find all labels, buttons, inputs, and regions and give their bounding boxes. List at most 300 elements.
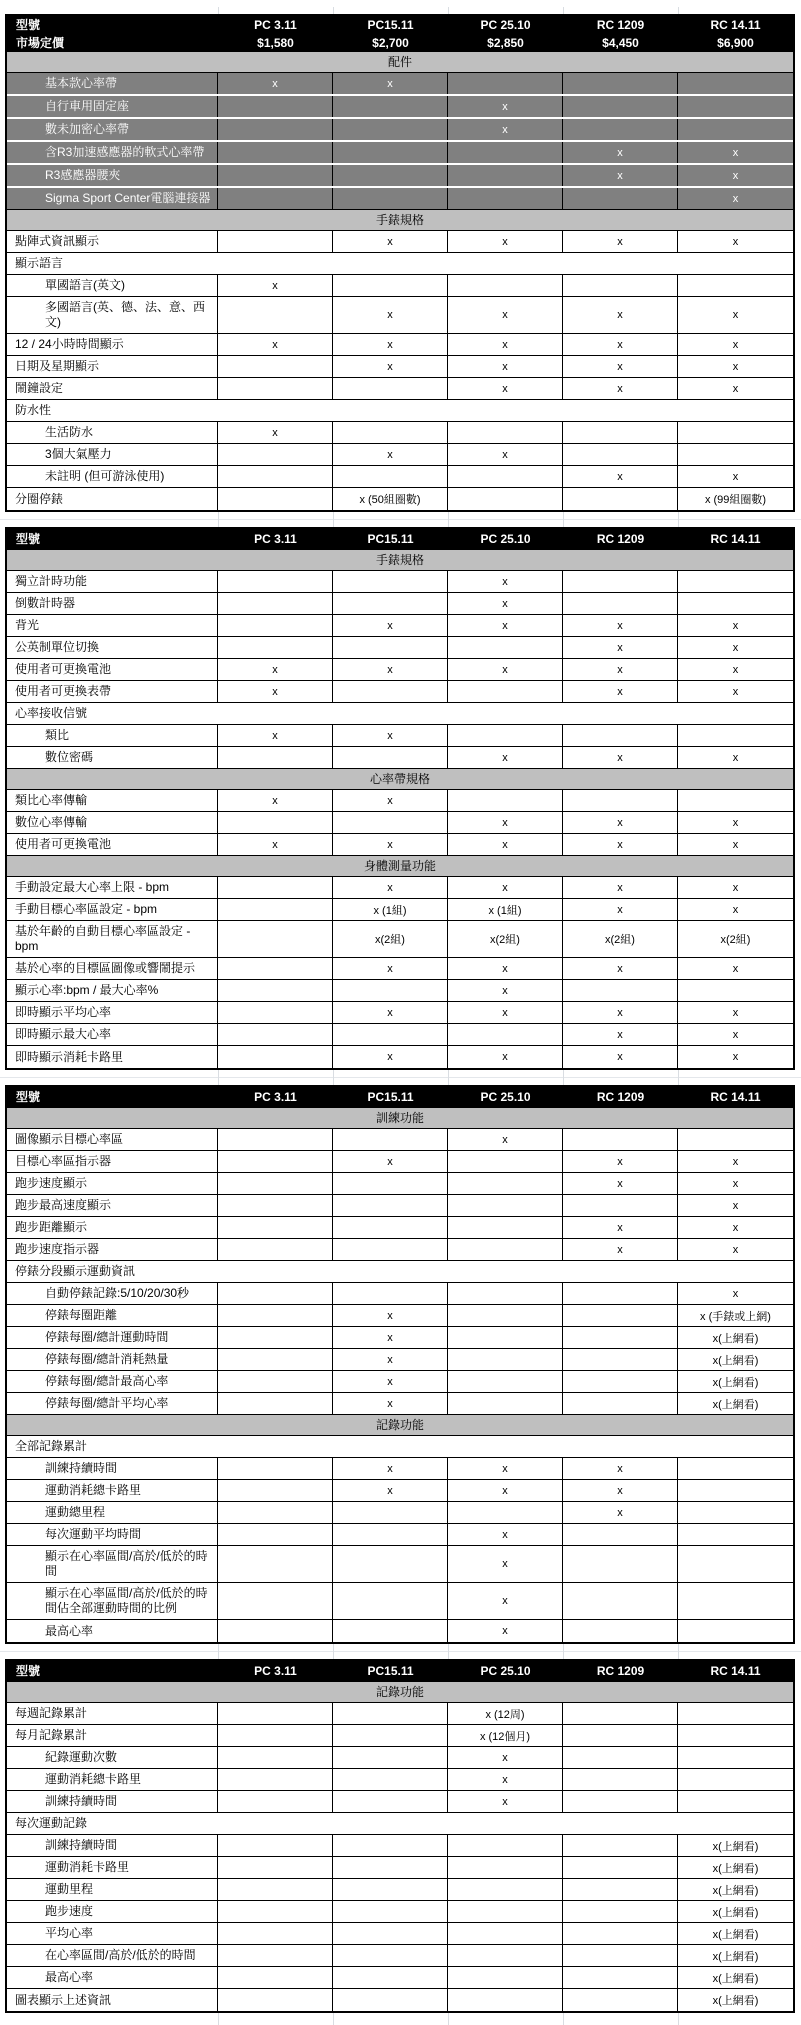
feature-row	[7, 96, 793, 119]
gridline-horizontal	[0, 519, 801, 520]
comparison-tables	[5, 14, 801, 2013]
feature-empty-cell	[563, 1195, 678, 1216]
feature-empty-cell	[218, 1327, 333, 1348]
model-price: $2,700	[372, 36, 409, 50]
feature-mark-cell: x(上網看)	[712, 1906, 759, 1919]
feature-empty-cell	[563, 1989, 678, 2011]
feature-mark-cell: x (1組)	[333, 899, 448, 920]
feature-row	[7, 1901, 793, 1923]
feature-empty-cell	[448, 790, 563, 811]
table-gap	[5, 1644, 791, 1659]
model-name: PC15.11	[367, 1664, 414, 1678]
feature-mark-cell: x	[732, 1177, 739, 1190]
section-header: 手錶規格	[7, 550, 793, 571]
feature-empty-cell	[333, 1173, 448, 1194]
feature-empty-cell	[333, 96, 448, 117]
feature-label: 跑步速度指示器	[7, 1239, 218, 1260]
feature-mark-cell: x(上網看)	[712, 1995, 759, 2007]
feature-empty-cell	[563, 1349, 678, 1370]
gridline-tick	[333, 7, 334, 14]
feature-row	[7, 1945, 793, 1967]
gridline-tick	[448, 512, 449, 527]
models-header-row	[7, 1661, 793, 1682]
feature-label: 圖像顯示目標心率區	[7, 1129, 218, 1150]
feature-empty-cell	[563, 1327, 678, 1348]
feature-mark-cell: x	[448, 1583, 563, 1619]
feature-empty-cell	[218, 1217, 333, 1238]
feature-mark-cell: x (1組)	[448, 899, 563, 920]
feature-empty-cell	[218, 1835, 333, 1856]
feature-empty-cell	[678, 119, 793, 140]
comparison-table-1	[5, 14, 795, 512]
feature-empty-cell	[218, 142, 333, 163]
feature-label: 運動總里程	[7, 1502, 218, 1523]
feature-empty-cell	[563, 725, 678, 746]
feature-empty-cell	[678, 1583, 793, 1619]
feature-mark-cell: x	[563, 659, 678, 680]
feature-empty-cell	[448, 1217, 563, 1238]
feature-empty-cell	[333, 1620, 448, 1642]
feature-mark-cell: x	[563, 297, 678, 333]
feature-empty-cell	[218, 1480, 333, 1501]
prices-header-row	[7, 34, 793, 52]
gridline-tick	[678, 1644, 679, 1659]
feature-empty-cell	[678, 1458, 793, 1479]
feature-mark-cell: x	[448, 593, 563, 614]
feature-mark-cell: x	[563, 1151, 678, 1172]
model-name: PC15.11	[367, 18, 414, 32]
feature-mark-cell: x	[732, 1006, 739, 1019]
feature-mark-cell: x	[448, 1002, 563, 1023]
feature-row	[7, 297, 793, 334]
model-name: PC 25.10	[480, 1664, 531, 1678]
feature-mark-cell: x	[448, 834, 563, 855]
feature-empty-cell	[218, 1458, 333, 1479]
feature-empty-cell	[448, 1393, 563, 1414]
feature-row	[7, 1283, 793, 1305]
feature-label: 自行車用固定座	[7, 96, 218, 117]
feature-row	[7, 921, 793, 958]
model-name: PC 25.10	[480, 1090, 531, 1104]
feature-empty-cell	[218, 877, 333, 898]
feature-empty-cell	[678, 593, 793, 614]
feature-label: 使用者可更換表帶	[7, 681, 218, 702]
model-name: PC 25.10	[480, 532, 531, 546]
feature-mark-cell: x	[732, 619, 739, 632]
feature-empty-cell	[448, 275, 563, 296]
feature-mark-cell: x	[732, 1051, 739, 1063]
feature-row	[7, 1458, 793, 1480]
gridline-tick	[333, 512, 334, 527]
feature-empty-cell	[218, 1393, 333, 1414]
feature-mark-cell: x	[448, 334, 563, 355]
feature-mark-cell: x	[448, 1458, 563, 1479]
feature-empty-cell	[448, 1967, 563, 1988]
section-header: 心率帶規格	[7, 769, 793, 790]
feature-mark-cell: x	[732, 382, 739, 395]
feature-empty-cell	[563, 1857, 678, 1878]
feature-empty-cell	[563, 593, 678, 614]
feature-empty-cell	[218, 899, 333, 920]
feature-empty-cell	[218, 488, 333, 510]
feature-empty-cell	[678, 980, 793, 1001]
feature-empty-cell	[448, 1327, 563, 1348]
feature-mark-cell: x	[732, 881, 739, 894]
feature-mark-cell: x	[563, 1173, 678, 1194]
section-header: 配件	[7, 52, 793, 73]
feature-label: 運動消耗卡路里	[7, 1857, 218, 1878]
gridline-tick	[448, 2013, 449, 2025]
feature-empty-cell	[218, 1195, 333, 1216]
feature-row	[7, 275, 793, 297]
feature-row	[7, 834, 793, 856]
feature-empty-cell	[563, 1703, 678, 1724]
feature-mark-cell: x	[563, 1458, 678, 1479]
feature-empty-cell	[218, 593, 333, 614]
feature-mark-cell: x	[732, 360, 739, 373]
feature-empty-cell	[218, 96, 333, 117]
feature-row	[7, 899, 793, 921]
feature-empty-cell	[448, 1901, 563, 1922]
feature-mark-cell: x	[732, 1155, 739, 1168]
feature-mark-cell: x	[732, 1243, 739, 1256]
feature-row	[7, 1217, 793, 1239]
gridline-tick	[678, 1070, 679, 1085]
model-column-label: 型號	[16, 1664, 41, 1678]
feature-empty-cell	[333, 980, 448, 1001]
feature-mark-cell: x(上網看)	[712, 1884, 759, 1897]
feature-label: 3個大氣壓力	[7, 444, 218, 465]
feature-label: 每月記錄累計	[7, 1725, 218, 1746]
model-name: RC 14.11	[710, 532, 761, 546]
feature-empty-cell	[218, 188, 333, 209]
feature-mark-cell: x	[333, 1151, 448, 1172]
feature-label: 即時顯示消耗卡路里	[7, 1046, 218, 1068]
feature-label: 基於年齡的自動目標心率區設定 - bpm	[7, 921, 218, 957]
feature-label: 單國語言(英文)	[7, 275, 218, 296]
feature-row	[7, 1546, 793, 1583]
feature-mark-cell: x	[333, 834, 448, 855]
feature-empty-cell	[218, 1901, 333, 1922]
feature-mark-cell: x	[732, 192, 739, 205]
feature-mark-cell: x	[563, 812, 678, 833]
feature-empty-cell	[333, 571, 448, 592]
model-name: RC 1209	[596, 532, 645, 546]
feature-label: 平均心率	[7, 1923, 218, 1944]
feature-mark-cell: x (12個月)	[448, 1725, 563, 1746]
feature-empty-cell	[563, 96, 678, 117]
feature-mark-cell: x	[563, 1239, 678, 1260]
feature-empty-cell	[218, 165, 333, 186]
models-header-row	[7, 529, 793, 550]
feature-row	[7, 1024, 793, 1046]
feature-mark-cell: x	[448, 378, 563, 399]
feature-row	[7, 571, 793, 593]
feature-empty-cell	[218, 1703, 333, 1724]
feature-label: 基於心率的目標區圖像或響鬧提示	[7, 958, 218, 979]
feature-label: 訓練持續時間	[7, 1791, 218, 1812]
feature-empty-cell	[563, 1923, 678, 1944]
feature-mark-cell: x	[218, 73, 333, 94]
model-name: PC 3.11	[254, 18, 297, 32]
model-name: PC15.11	[367, 532, 414, 546]
feature-row	[7, 1620, 793, 1642]
feature-mark-cell: x	[448, 444, 563, 465]
model-name: PC 3.11	[254, 1664, 297, 1678]
feature-empty-cell	[218, 378, 333, 399]
feature-empty-cell	[563, 188, 678, 209]
feature-empty-cell	[333, 466, 448, 487]
feature-empty-cell	[218, 1524, 333, 1545]
feature-row	[7, 980, 793, 1002]
feature-empty-cell	[448, 1239, 563, 1260]
feature-row	[7, 593, 793, 615]
feature-row	[7, 1371, 793, 1393]
feature-mark-cell: x	[732, 641, 739, 654]
feature-mark-cell: x	[448, 1524, 563, 1545]
gridline-tick	[333, 1644, 334, 1659]
feature-label: 即時顯示平均心率	[7, 1002, 218, 1023]
feature-empty-cell	[218, 119, 333, 140]
feature-empty-cell	[333, 1901, 448, 1922]
feature-row	[7, 1349, 793, 1371]
feature-mark-cell: x	[333, 231, 448, 252]
comparison-table-2	[5, 527, 795, 1070]
feature-mark-cell: x	[732, 338, 739, 351]
feature-mark-cell: x	[333, 73, 448, 94]
feature-label: R3感應器腰夾	[7, 165, 218, 186]
feature-row	[7, 637, 793, 659]
feature-mark-cell: x (99組圈數)	[704, 494, 767, 506]
feature-mark-cell: x	[448, 231, 563, 252]
feature-empty-cell	[563, 1283, 678, 1304]
feature-empty-cell	[333, 747, 448, 768]
feature-empty-cell	[448, 1502, 563, 1523]
model-column-label: 型號	[16, 18, 41, 32]
feature-mark-cell: x	[732, 838, 739, 851]
feature-mark-cell: x	[333, 1458, 448, 1479]
feature-empty-cell	[678, 571, 793, 592]
feature-row	[7, 790, 793, 812]
feature-mark-cell: x	[563, 637, 678, 658]
feature-empty-cell	[563, 1620, 678, 1642]
feature-empty-cell	[448, 1857, 563, 1878]
feature-label: 每次運動平均時間	[7, 1524, 218, 1545]
feature-empty-cell	[563, 980, 678, 1001]
feature-mark-cell: x	[333, 1393, 448, 1414]
feature-mark-cell: x	[333, 356, 448, 377]
feature-mark-cell: x	[333, 1305, 448, 1326]
feature-empty-cell	[333, 1747, 448, 1768]
feature-empty-cell	[448, 1879, 563, 1900]
feature-empty-cell	[218, 1371, 333, 1392]
comparison-table-3	[5, 1085, 795, 1644]
gridline-tick	[678, 512, 679, 527]
feature-empty-cell	[448, 1835, 563, 1856]
feature-label: 運動消耗總卡路里	[7, 1480, 218, 1501]
feature-empty-cell	[218, 812, 333, 833]
feature-label: 類比心率傳輸	[7, 790, 218, 811]
feature-empty-cell	[218, 1989, 333, 2011]
section-header: 手錶規格	[7, 210, 793, 231]
feature-empty-cell	[563, 422, 678, 443]
gridline-horizontal	[0, 1651, 801, 1652]
feature-empty-cell	[218, 1046, 333, 1068]
feature-mark-cell: x	[333, 1349, 448, 1370]
feature-empty-cell	[218, 571, 333, 592]
feature-empty-cell	[563, 790, 678, 811]
feature-mark-cell: x	[333, 1327, 448, 1348]
feature-label: 跑步距離顯示	[7, 1217, 218, 1238]
feature-label: 停錶每圈距離	[7, 1305, 218, 1326]
feature-empty-cell	[448, 681, 563, 702]
feature-empty-cell	[218, 466, 333, 487]
feature-mark-cell: x	[333, 1480, 448, 1501]
feature-empty-cell	[218, 1791, 333, 1812]
feature-empty-cell	[218, 1305, 333, 1326]
feature-mark-cell: x	[448, 980, 563, 1001]
feature-group-label: 心率接收信號	[7, 703, 793, 725]
feature-label: 使用者可更換電池	[7, 834, 218, 855]
feature-empty-cell	[218, 1349, 333, 1370]
model-name: PC 3.11	[254, 1090, 297, 1104]
model-price: $1,580	[257, 36, 294, 50]
feature-empty-cell	[218, 1967, 333, 1988]
feature-label: 數位心率傳輸	[7, 812, 218, 833]
gridline-horizontal	[0, 1077, 801, 1078]
feature-mark-cell: x	[218, 422, 333, 443]
feature-row	[7, 466, 793, 488]
feature-mark-cell: x	[218, 681, 333, 702]
feature-empty-cell	[218, 958, 333, 979]
feature-mark-cell: x	[448, 1620, 563, 1642]
feature-row	[7, 488, 793, 510]
feature-mark-cell: x	[563, 1502, 678, 1523]
gridline-tick	[218, 7, 219, 14]
feature-label: 背光	[7, 615, 218, 636]
feature-row	[7, 615, 793, 637]
feature-mark-cell: x	[448, 877, 563, 898]
model-price: $6,900	[717, 36, 754, 50]
feature-row	[7, 1195, 793, 1217]
feature-empty-cell	[678, 1791, 793, 1812]
feature-empty-cell	[678, 444, 793, 465]
feature-empty-cell	[218, 1151, 333, 1172]
feature-row	[7, 1989, 793, 2011]
feature-row	[7, 1703, 793, 1725]
feature-label: 停錶每圈/總計平均心率	[7, 1393, 218, 1414]
feature-row	[7, 1173, 793, 1195]
feature-empty-cell	[448, 488, 563, 510]
feature-mark-cell: x	[448, 1480, 563, 1501]
feature-mark-cell: x	[732, 685, 739, 698]
model-column-label: 型號	[16, 532, 41, 546]
feature-mark-cell: x	[563, 1024, 678, 1045]
feature-label: 12 / 24小時時間顯示	[7, 334, 218, 355]
feature-row	[7, 142, 793, 165]
feature-empty-cell	[678, 1546, 793, 1582]
feature-label: 公英制單位切換	[7, 637, 218, 658]
feature-empty-cell	[448, 1923, 563, 1944]
feature-mark-cell: x	[732, 235, 739, 248]
model-name: PC 25.10	[480, 18, 531, 32]
feature-empty-cell	[333, 1945, 448, 1966]
feature-mark-cell: x	[333, 1046, 448, 1068]
section-header: 記錄功能	[7, 1682, 793, 1703]
section-header: 身體測量功能	[7, 856, 793, 877]
feature-empty-cell	[448, 188, 563, 209]
feature-mark-cell: x	[563, 877, 678, 898]
top-margin	[5, 7, 791, 14]
feature-label: 每週記錄累計	[7, 1703, 218, 1724]
feature-empty-cell	[218, 1769, 333, 1790]
feature-empty-cell	[333, 1923, 448, 1944]
feature-mark-cell: x	[732, 309, 739, 321]
feature-empty-cell	[333, 1857, 448, 1878]
feature-empty-cell	[333, 275, 448, 296]
feature-empty-cell	[333, 1703, 448, 1724]
feature-mark-cell: x	[563, 1046, 678, 1068]
gridline-tick	[678, 7, 679, 14]
feature-mark-cell: x	[448, 1546, 563, 1582]
feature-row	[7, 1129, 793, 1151]
feature-mark-cell: x	[563, 1217, 678, 1238]
feature-label: 分圈停錶	[7, 488, 218, 510]
section-header: 記錄功能	[7, 1415, 793, 1436]
feature-empty-cell	[218, 231, 333, 252]
feature-row	[7, 958, 793, 980]
feature-row	[7, 1747, 793, 1769]
feature-label: 多國語言(英、德、法、意、西文)	[7, 297, 218, 333]
feature-empty-cell	[333, 1769, 448, 1790]
feature-empty-cell	[448, 725, 563, 746]
feature-empty-cell	[218, 1945, 333, 1966]
feature-mark-cell: x(上網看)	[712, 1928, 759, 1941]
feature-empty-cell	[678, 725, 793, 746]
feature-mark-cell: x	[333, 659, 448, 680]
feature-empty-cell	[563, 1747, 678, 1768]
feature-empty-cell	[333, 812, 448, 833]
feature-empty-cell	[678, 422, 793, 443]
feature-empty-cell	[678, 790, 793, 811]
feature-group-label: 每次運動記錄	[7, 1813, 793, 1835]
feature-mark-cell: x(2組)	[720, 934, 751, 946]
feature-row	[7, 1769, 793, 1791]
feature-mark-cell: x (50組圈數)	[333, 488, 448, 510]
feature-empty-cell	[563, 275, 678, 296]
feature-mark-cell: x	[218, 659, 333, 680]
model-name: RC 1209	[596, 1664, 645, 1678]
gridline-tick	[448, 1644, 449, 1659]
feature-label: 數未加密心率帶	[7, 119, 218, 140]
model-name: RC 14.11	[710, 1090, 761, 1104]
feature-row	[7, 119, 793, 142]
gridline-tick	[218, 512, 219, 527]
feature-empty-cell	[448, 1371, 563, 1392]
feature-group-label: 防水性	[7, 400, 793, 422]
feature-empty-cell	[218, 1173, 333, 1194]
feature-empty-cell	[218, 1923, 333, 1944]
feature-mark-cell: x	[218, 275, 333, 296]
gridline-tick	[563, 512, 564, 527]
feature-empty-cell	[448, 1283, 563, 1304]
gridline-tick	[218, 1070, 219, 1085]
feature-mark-cell: x(上網看)	[712, 1332, 759, 1345]
feature-empty-cell	[563, 571, 678, 592]
feature-mark-cell: x	[333, 725, 448, 746]
model-price: $2,850	[487, 36, 524, 50]
feature-mark-cell: x	[333, 444, 448, 465]
